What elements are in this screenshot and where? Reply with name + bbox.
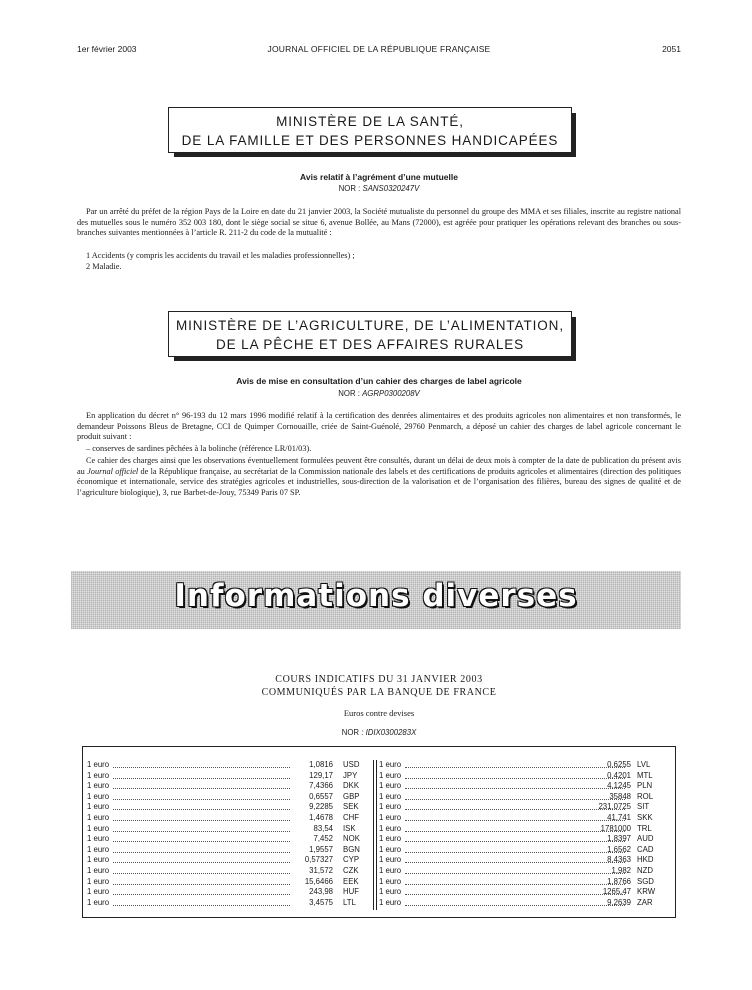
rate-value: 1,4678	[309, 812, 333, 822]
leader-dots	[113, 852, 290, 853]
leader-dots	[405, 841, 625, 842]
leader-dots	[405, 778, 625, 779]
rates-column-left	[87, 760, 374, 908]
rate-value: 35848	[609, 791, 631, 801]
currency-code: SGD	[637, 876, 654, 886]
rate-label: 1 euro	[379, 802, 402, 812]
rate-label: 1 euro	[87, 844, 110, 854]
currency-code: DKK	[343, 781, 360, 791]
currency-code: HKD	[637, 855, 654, 865]
currency-code: CHF	[343, 812, 360, 822]
rate-row	[87, 834, 374, 845]
rate-row	[87, 781, 374, 792]
rate-row	[379, 877, 669, 888]
rate-row	[379, 866, 669, 877]
rate-value: 8,4363	[607, 855, 631, 865]
rate-row	[87, 771, 374, 782]
nor-line-mutuelle	[77, 184, 681, 193]
currency-code: PLN	[637, 781, 653, 791]
nor-code: IDIX0300283X	[365, 728, 417, 737]
rate-row	[87, 887, 374, 898]
rate-row	[87, 898, 374, 909]
ministry-line-1: MINISTÈRE DE LA SANTÉ,	[276, 114, 464, 129]
currency-code: GBP	[343, 791, 360, 801]
leader-dots	[405, 767, 625, 768]
currency-code: BGN	[343, 844, 360, 854]
rate-row	[379, 898, 669, 909]
rate-row	[379, 834, 669, 845]
rate-row	[87, 855, 374, 866]
rate-value: 1,0816	[309, 760, 333, 769]
rate-value: 1,8766	[607, 876, 631, 886]
rate-value: 15,6466	[304, 876, 333, 886]
rate-value: 9,2285	[309, 802, 333, 812]
leader-dots	[405, 873, 625, 874]
avis-title-mutuelle: Avis relatif à l’agrément d’une mutuelle	[300, 172, 458, 182]
rate-value: 1781000	[600, 823, 631, 833]
rate-row	[379, 792, 669, 803]
currency-code: SIT	[637, 802, 650, 812]
rate-label: 1 euro	[87, 823, 110, 833]
leader-dots	[113, 873, 290, 874]
rate-label: 1 euro	[379, 897, 402, 907]
ministry-line-2: DE LA FAMILLE ET DES PERSONNES HANDICAPÉES	[181, 133, 559, 148]
rate-row	[87, 760, 374, 771]
rate-row	[87, 845, 374, 856]
rate-value: 129,17	[309, 770, 333, 780]
rate-row	[379, 845, 669, 856]
leader-dots	[405, 831, 625, 832]
banner-title: Informations diverses	[174, 578, 578, 614]
leader-dots	[113, 905, 290, 906]
rate-label: 1 euro	[379, 760, 402, 769]
rate-row	[379, 813, 669, 824]
rate-label: 1 euro	[379, 812, 402, 822]
rate-label: 1 euro	[87, 897, 110, 907]
leader-dots	[113, 894, 290, 895]
currency-code: USD	[343, 760, 360, 769]
currency-code: SEK	[343, 802, 359, 812]
running-header	[77, 44, 681, 58]
leader-dots	[113, 862, 290, 863]
rate-value: 231,0725	[598, 802, 631, 812]
rate-value: 83,54	[313, 823, 333, 833]
issue-date: 1er février 2003	[77, 44, 137, 54]
currency-code: EEK	[343, 876, 359, 886]
currency-code: ZAR	[637, 897, 653, 907]
rate-label: 1 euro	[379, 876, 402, 886]
leader-dots	[405, 788, 625, 789]
leader-dots	[405, 905, 625, 906]
cours-title	[77, 673, 681, 699]
leader-dots	[113, 809, 290, 810]
rate-row	[379, 887, 669, 898]
paragraph-consultation	[77, 456, 681, 498]
rate-value: 3,4575	[309, 897, 333, 907]
currency-code: SKK	[637, 812, 653, 822]
leader-dots	[113, 820, 290, 821]
rate-value: 1,6562	[607, 844, 631, 854]
rate-label: 1 euro	[379, 844, 402, 854]
rate-value: 0,6255	[607, 760, 631, 769]
rate-label: 1 euro	[379, 791, 402, 801]
ministry-line-2: DE LA PÊCHE ET DES AFFAIRES RURALES	[215, 337, 525, 352]
currency-code: CZK	[343, 865, 359, 875]
rate-row	[87, 792, 374, 803]
rate-value: 0,57327	[304, 855, 333, 865]
currency-code: MTL	[637, 770, 653, 780]
rate-label: 1 euro	[87, 791, 110, 801]
leader-dots	[405, 852, 625, 853]
rate-value: 7,4366	[309, 781, 333, 791]
leader-dots	[405, 820, 625, 821]
rate-row	[379, 855, 669, 866]
leader-dots	[113, 799, 290, 800]
nor-line-label-agricole	[77, 389, 681, 398]
leader-dots	[113, 788, 290, 789]
paragraph-decret: En application du décret n° 96-193 du 12 mars 1996 modifié relatif à la certification des denrées alimentaires et des produits agricoles non alimentaires et non transformés, le demandeur Poissons Bleus de Bretagne, CCI de Quimper Cornouaille, criée de Saint-Guénolé, 29760 Penmarch, a déposé un cahier des charges de label agricole concernant le produit suivant :	[77, 411, 681, 442]
rate-value: 7,452	[313, 834, 333, 844]
list-item-accidents: 1 Accidents (y compris les accidents du travail et les maladies professionnelles) ;	[86, 251, 355, 260]
nor-line-cours	[77, 728, 681, 737]
rate-label: 1 euro	[87, 876, 110, 886]
cours-subtitle: Euros contre devises	[343, 708, 415, 718]
consultation-text-b: de la République française, au secrétariat de la Commission nationale des labels et des certifications de produits agricoles et alimentaires (direction des politiques économique et internationale, service des stratégies agricoles et industrielles, sous-direction de la valorisation et de l’organisation des filières, bureau des signes de qualité et de l’agriculture biologique), 3, rue Barbet-de-Jouy, 75349 Paris 07 SP.	[77, 466, 681, 497]
rate-label: 1 euro	[87, 781, 110, 791]
rate-label: 1 euro	[379, 855, 402, 865]
rate-value: 0,4201	[607, 770, 631, 780]
rate-label: 1 euro	[87, 760, 110, 769]
journal-officiel-ref: Journal officiel	[87, 466, 139, 476]
rate-row	[379, 802, 669, 813]
rate-value: 31,572	[309, 865, 333, 875]
exchange-rates-table	[82, 746, 676, 918]
leader-dots	[113, 767, 290, 768]
rate-row	[87, 824, 374, 835]
cours-title-line-1: COURS INDICATIFS DU 31 JANVIER 2003	[275, 674, 483, 685]
rate-row	[87, 866, 374, 877]
rate-value: 0,6557	[309, 791, 333, 801]
rate-value: 1265,47	[602, 887, 631, 897]
list-item-maladie: 2 Maladie.	[86, 262, 122, 271]
currency-code: LTL	[343, 897, 356, 907]
nor-label: NOR :	[338, 389, 360, 398]
cours-title-line-2: COMMUNIQUÉS PAR LA BANQUE DE FRANCE	[261, 687, 497, 698]
page-number: 2051	[662, 44, 681, 54]
currency-code: ROL	[637, 791, 654, 801]
rate-row	[379, 760, 669, 771]
leader-dots	[405, 809, 625, 810]
section-banner	[71, 571, 681, 629]
rate-label: 1 euro	[87, 855, 110, 865]
nor-label: NOR :	[341, 728, 364, 737]
leader-dots	[405, 894, 625, 895]
ministry-line-1: MINISTÈRE DE L’AGRICULTURE, DE L’ALIMENTATION,	[176, 318, 564, 333]
currency-code: AUD	[637, 834, 654, 844]
currency-code: HUF	[343, 887, 360, 897]
currency-code: TRL	[637, 823, 652, 833]
nor-code: SANS0320247V	[362, 184, 420, 193]
paragraph-mutuelle: Par un arrêté du préfet de la région Pays de la Loire en date du 21 janvier 2003, la Société mutualiste du personnel du groupe des MMA et ses filiales, inscrite au registre national des mutuelles sous le numéro 352 003 180, dont le siège social se situe 6, avenue Bollée, au Mans (72000), est agréée pour pratiquer les opérations relevant des branches ou sous-branches suivantes mentionnées à l’article R. 211-2 du code de la mutualité :	[77, 207, 681, 238]
rate-label: 1 euro	[379, 865, 402, 875]
ministry-heading-agriculture	[168, 311, 572, 357]
currency-code: NOK	[343, 834, 360, 844]
rate-value: 1,982	[611, 865, 631, 875]
leader-dots	[405, 884, 625, 885]
rate-label: 1 euro	[87, 770, 110, 780]
rate-value: 41,741	[607, 812, 631, 822]
rate-label: 1 euro	[87, 887, 110, 897]
rate-row	[87, 813, 374, 824]
rate-label: 1 euro	[87, 834, 110, 844]
avis-title-label-agricole: Avis de mise en consultation d’un cahier des charges de label agricole	[236, 376, 522, 386]
rate-label: 1 euro	[379, 887, 402, 897]
currency-code: CAD	[637, 844, 654, 854]
leader-dots	[113, 884, 290, 885]
rates-column-right	[379, 760, 669, 908]
rate-label: 1 euro	[379, 823, 402, 833]
currency-code: KRW	[637, 887, 656, 897]
column-divider	[373, 760, 377, 910]
currency-code: NZD	[637, 865, 654, 875]
rate-label: 1 euro	[379, 781, 402, 791]
rate-label: 1 euro	[87, 865, 110, 875]
leader-dots	[113, 778, 290, 779]
currency-code: ISK	[343, 823, 356, 833]
leader-dots	[113, 831, 290, 832]
leader-dots	[113, 841, 290, 842]
rate-label: 1 euro	[379, 770, 402, 780]
currency-code: JPY	[343, 770, 358, 780]
currency-code: CYP	[343, 855, 360, 865]
leader-dots	[405, 862, 625, 863]
rate-value: 9,2639	[607, 897, 631, 907]
rate-row	[87, 802, 374, 813]
rate-value: 4,1245	[607, 781, 631, 791]
ministry-heading-sante	[168, 107, 572, 153]
rate-row	[379, 781, 669, 792]
rate-value: 243,98	[309, 887, 333, 897]
rate-label: 1 euro	[379, 834, 402, 844]
rate-label: 1 euro	[87, 802, 110, 812]
rate-value: 1,8397	[607, 834, 631, 844]
leader-dots	[405, 799, 625, 800]
rate-row	[379, 771, 669, 782]
rate-row	[379, 824, 669, 835]
nor-label: NOR :	[338, 184, 361, 193]
list-item-sardines: – conserves de sardines pêchées à la bolinche (référence LR/01/03).	[86, 444, 312, 453]
rate-label: 1 euro	[87, 812, 110, 822]
consultation-text-a: Ce cahier des charges ainsi que les observations éventuellement formulées peuvent être consultés, durant un délai de deux mois à compter de la date de publication du présent avis au	[77, 456, 681, 476]
nor-code: AGRP0300208V	[362, 389, 420, 398]
journal-title: JOURNAL OFFICIEL DE LA RÉPUBLIQUE FRANÇAISE	[267, 44, 491, 54]
currency-code: LVL	[637, 760, 651, 769]
rate-value: 1,9557	[309, 844, 333, 854]
rate-row	[87, 877, 374, 888]
